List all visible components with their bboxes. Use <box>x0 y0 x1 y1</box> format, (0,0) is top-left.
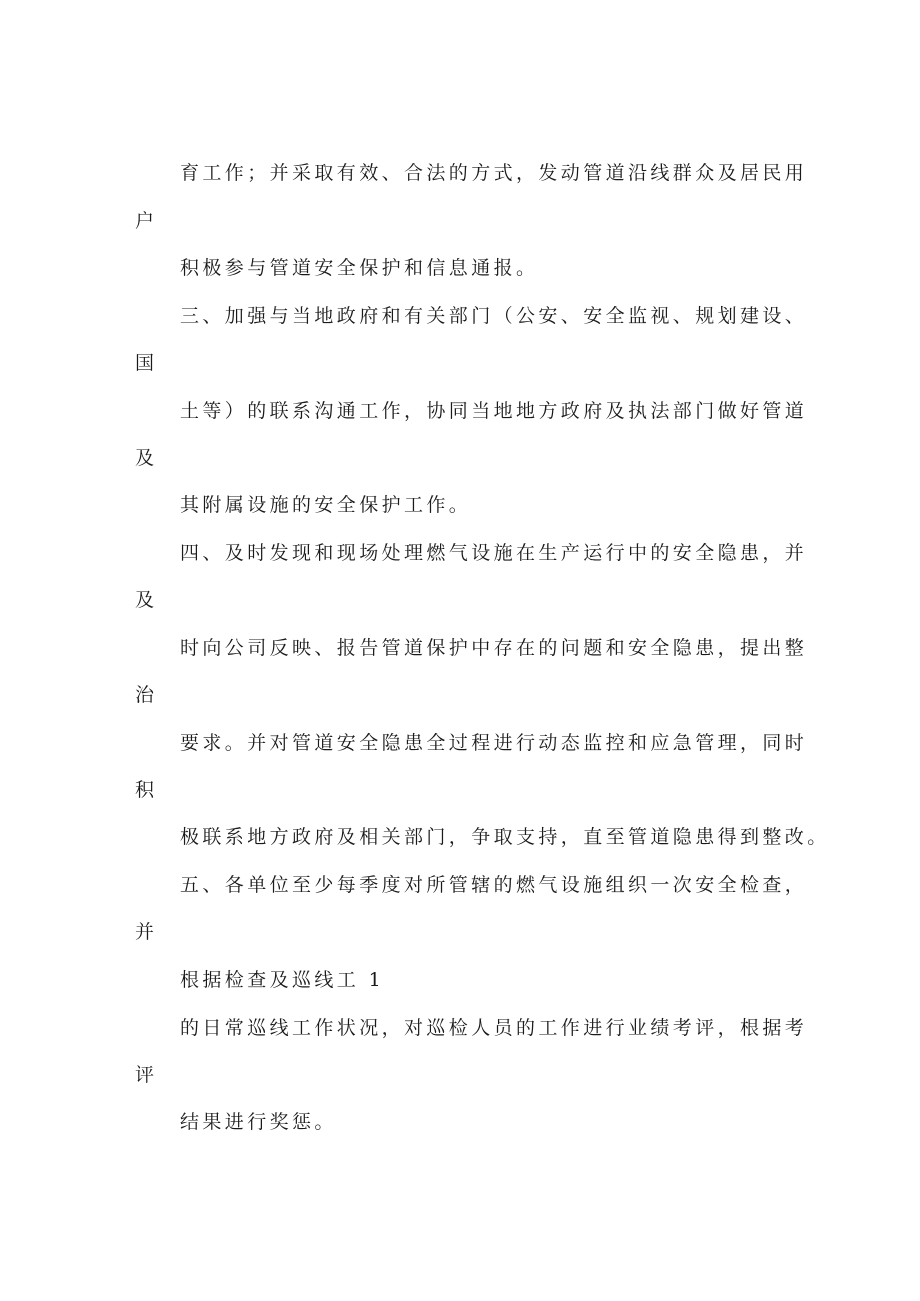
text-line: 三、加强与当地政府和有关部门（公安、安全监视、规划建设、 <box>180 305 808 327</box>
text-line: 积极参与管道安全保护和信息通报。 <box>180 257 539 279</box>
text-line: 并 <box>135 921 158 943</box>
text-line: 的日常巡线工作状况，对巡检人员的工作进行业绩考评，根据考 <box>180 1017 808 1039</box>
text-line: 其附属设施的安全保护工作。 <box>180 494 472 516</box>
text-line: 治 <box>135 684 158 706</box>
text-line: 结果进行奖惩。 <box>180 1111 337 1133</box>
text-line: 时向公司反映、报告管道保护中存在的问题和安全隐患，提出整 <box>180 637 808 659</box>
text-line: 极联系地方政府及相关部门，争取支持，直至管道隐患得到整改。 <box>180 826 830 848</box>
text-line: 五、各单位至少每季度对所管辖的燃气设施组织一次安全检查， <box>180 874 808 896</box>
text-line: 及 <box>135 589 158 611</box>
text-line: 要求。并对管道安全隐患全过程进行动态监控和应急管理，同时 <box>180 732 808 754</box>
text-line: 积 <box>135 779 158 801</box>
text-line: 及 <box>135 447 158 469</box>
text-line: 四、及时发现和现场处理燃气设施在生产运行中的安全隐患，并 <box>180 542 808 564</box>
text-line: 育工作；并采取有效、合法的方式，发动管道沿线群众及居民用 <box>180 162 808 184</box>
text-line: 土等）的联系沟通工作，协同当地地方政府及执法部门做好管道 <box>180 400 808 422</box>
text-line: 国 <box>135 352 158 374</box>
text-line: 根据检查及巡线工 1 <box>180 969 385 991</box>
text-line: 评 <box>135 1064 158 1086</box>
text-line: 户 <box>135 210 158 232</box>
